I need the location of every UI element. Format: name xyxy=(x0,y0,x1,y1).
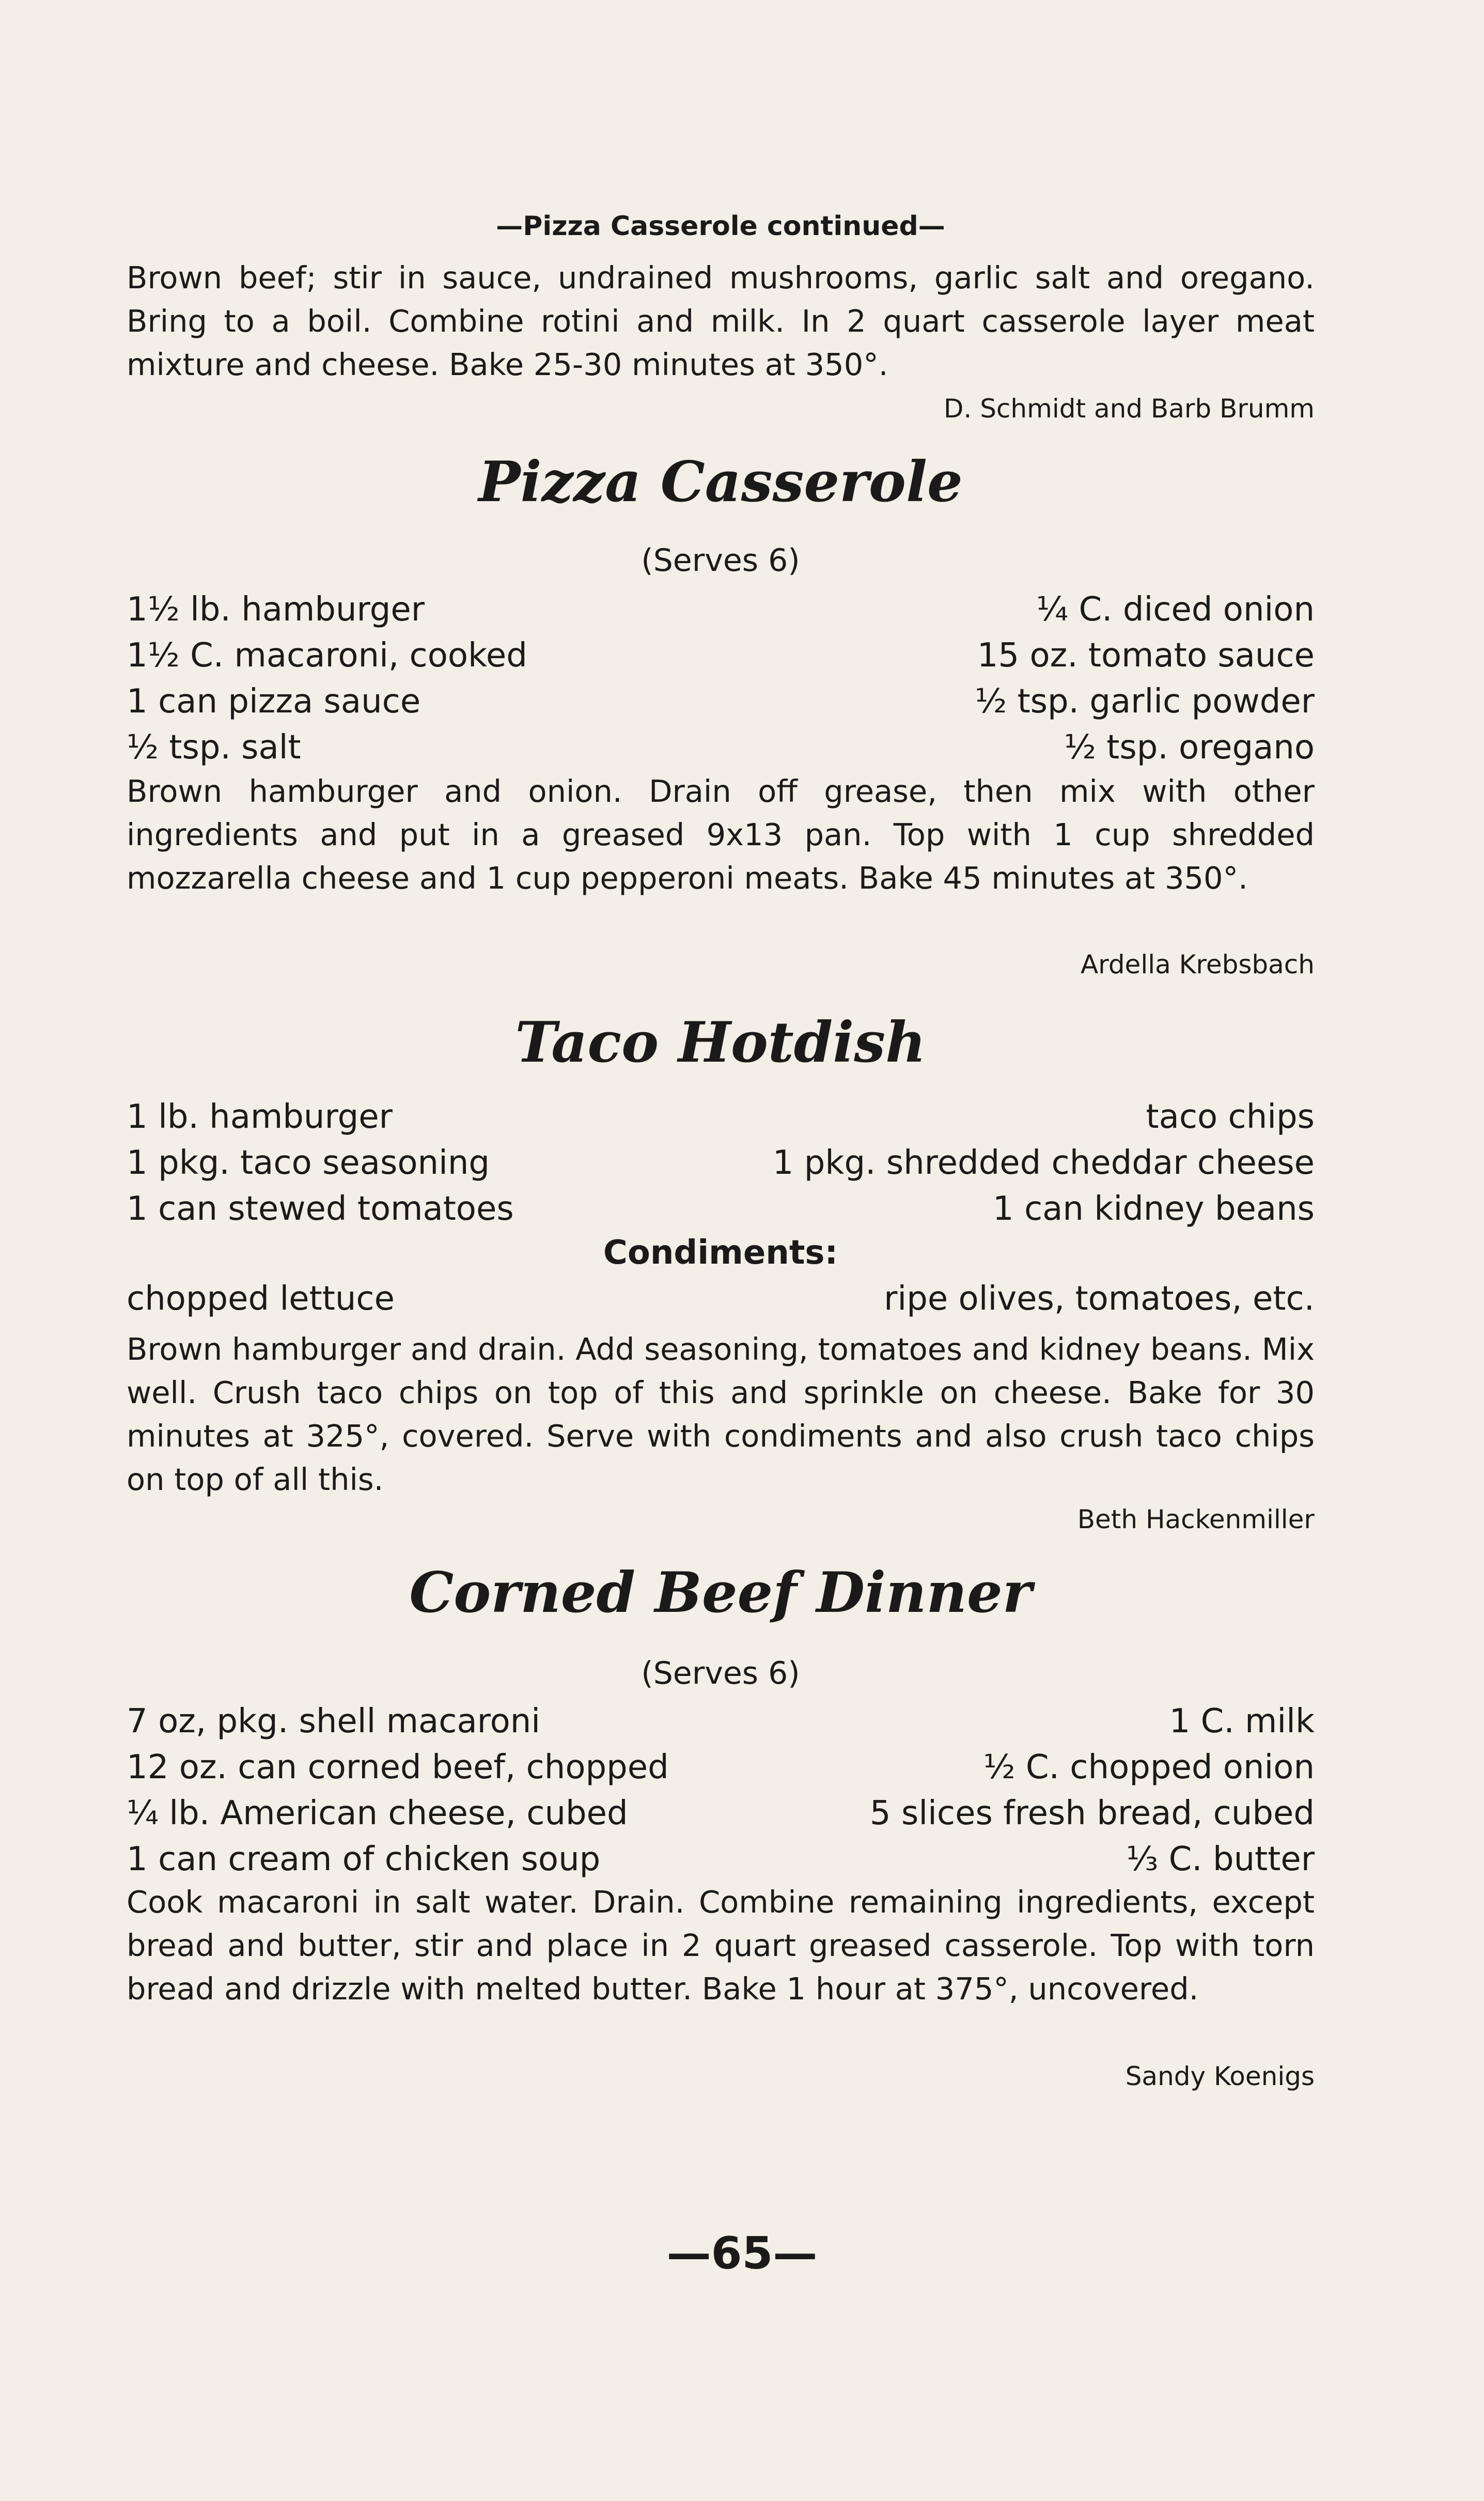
ingredient-row xyxy=(127,679,1315,725)
ingredient: 1 pkg. taco seasoning xyxy=(127,1144,490,1182)
ingredient: ½ tsp. garlic powder xyxy=(975,682,1315,721)
taco-hotdish-author: Beth Hackenmiller xyxy=(1077,1504,1315,1534)
ingredient: 15 oz. tomato sauce xyxy=(977,636,1315,675)
ingredient-row xyxy=(127,1094,1315,1140)
condiments-list xyxy=(127,1276,1315,1322)
ingredient: ¼ C. diced onion xyxy=(1036,591,1315,629)
ingredient: 1½ C. macaroni, cooked xyxy=(127,636,527,675)
pizza-casserole-title: Pizza Casserole xyxy=(478,449,963,515)
ingredient: 5 slices fresh bread, cubed xyxy=(869,1794,1315,1832)
ingredient: 1 can kidney beans xyxy=(992,1190,1315,1228)
ingredient: ¼ lb. American cheese, cubed xyxy=(127,1794,628,1832)
ingredient: taco chips xyxy=(1146,1098,1315,1136)
ingredient-row xyxy=(127,587,1315,633)
corned-beef-ingredients xyxy=(127,1699,1315,1883)
condiment-row xyxy=(127,1276,1315,1322)
ingredient-row xyxy=(127,1837,1315,1883)
ingredient-row xyxy=(127,725,1315,771)
continued-title: —Pizza Casserole continued— xyxy=(496,211,945,242)
ingredient: 12 oz. can corned beef, chopped xyxy=(127,1748,669,1787)
corned-beef-directions: Cook macaroni in salt water. Drain. Combine remaining ingredients, except bread and butter, stir and place in 2 quart greased casserole. Top with torn bread and drizzle with melted butter. Bake 1 hour at 375°, uncovered. xyxy=(127,1884,1315,2007)
pizza-casserole-ingredients xyxy=(127,587,1315,771)
continued-text: Brown beef; stir in sauce, undrained mushrooms, garlic salt and oregano. Bring to a boil. Combine rotini and milk. In 2 quart casserole layer meat mixture and cheese. Bake 25-30 minutes at 350°. xyxy=(127,260,1315,382)
condiment: chopped lettuce xyxy=(127,1280,395,1318)
continued-author: D. Schmidt and Barb Brumm xyxy=(943,394,1315,424)
ingredient-row xyxy=(127,1186,1315,1232)
ingredient: 1 pkg. shredded cheddar cheese xyxy=(772,1144,1315,1182)
ingredient-row xyxy=(127,1791,1315,1837)
ingredient: 1½ lb. hamburger xyxy=(127,591,425,629)
ingredient: ½ C. chopped onion xyxy=(983,1748,1315,1787)
taco-hotdish-title: Taco Hotdish xyxy=(515,1010,926,1075)
ingredient-row xyxy=(127,1140,1315,1186)
pizza-casserole-author: Ardella Krebsbach xyxy=(1080,950,1315,980)
corned-beef-serves: (Serves 6) xyxy=(641,1655,800,1691)
ingredient: ½ tsp. oregano xyxy=(1064,728,1315,767)
taco-hotdish-directions: Brown hamburger and drain. Add seasoning, tomatoes and kidney beans. Mix well. Crush taco chips on top of this and sprinkle on cheese. Bake for 30 minutes at 325°, covered. Serve with condiments and also crush taco chips on top of all this. xyxy=(127,1331,1315,1497)
ingredient: 1 C. milk xyxy=(1169,1702,1315,1741)
condiment: ripe olives, tomatoes, etc. xyxy=(884,1280,1315,1318)
ingredient: ½ tsp. salt xyxy=(127,728,301,767)
ingredient-row xyxy=(127,1745,1315,1791)
condiments-title: Condiments: xyxy=(603,1234,838,1272)
corned-beef-author: Sandy Koenigs xyxy=(1125,2061,1315,2091)
ingredient-row xyxy=(127,633,1315,679)
ingredient: 1 can stewed tomatoes xyxy=(127,1190,514,1228)
ingredient: 1 can cream of chicken soup xyxy=(127,1840,601,1878)
pizza-casserole-serves: (Serves 6) xyxy=(641,542,800,579)
pizza-casserole-directions: Brown hamburger and onion. Drain off grease, then mix with other ingredients and put in a greased 9x13 pan. Top with 1 cup shredded mozzarella cheese and 1 cup pepperoni meats. Bake 45 minutes at 350°. xyxy=(127,773,1315,896)
ingredient-row xyxy=(127,1699,1315,1745)
ingredient: 1 can pizza sauce xyxy=(127,682,421,721)
page-number: —65— xyxy=(666,2228,818,2279)
ingredient: 1 lb. hamburger xyxy=(127,1098,393,1136)
ingredient: 7 oz, pkg. shell macaroni xyxy=(127,1702,541,1741)
corned-beef-title: Corned Beef Dinner xyxy=(409,1560,1032,1625)
taco-hotdish-ingredients xyxy=(127,1094,1315,1232)
ingredient: ⅓ C. butter xyxy=(1126,1840,1315,1878)
